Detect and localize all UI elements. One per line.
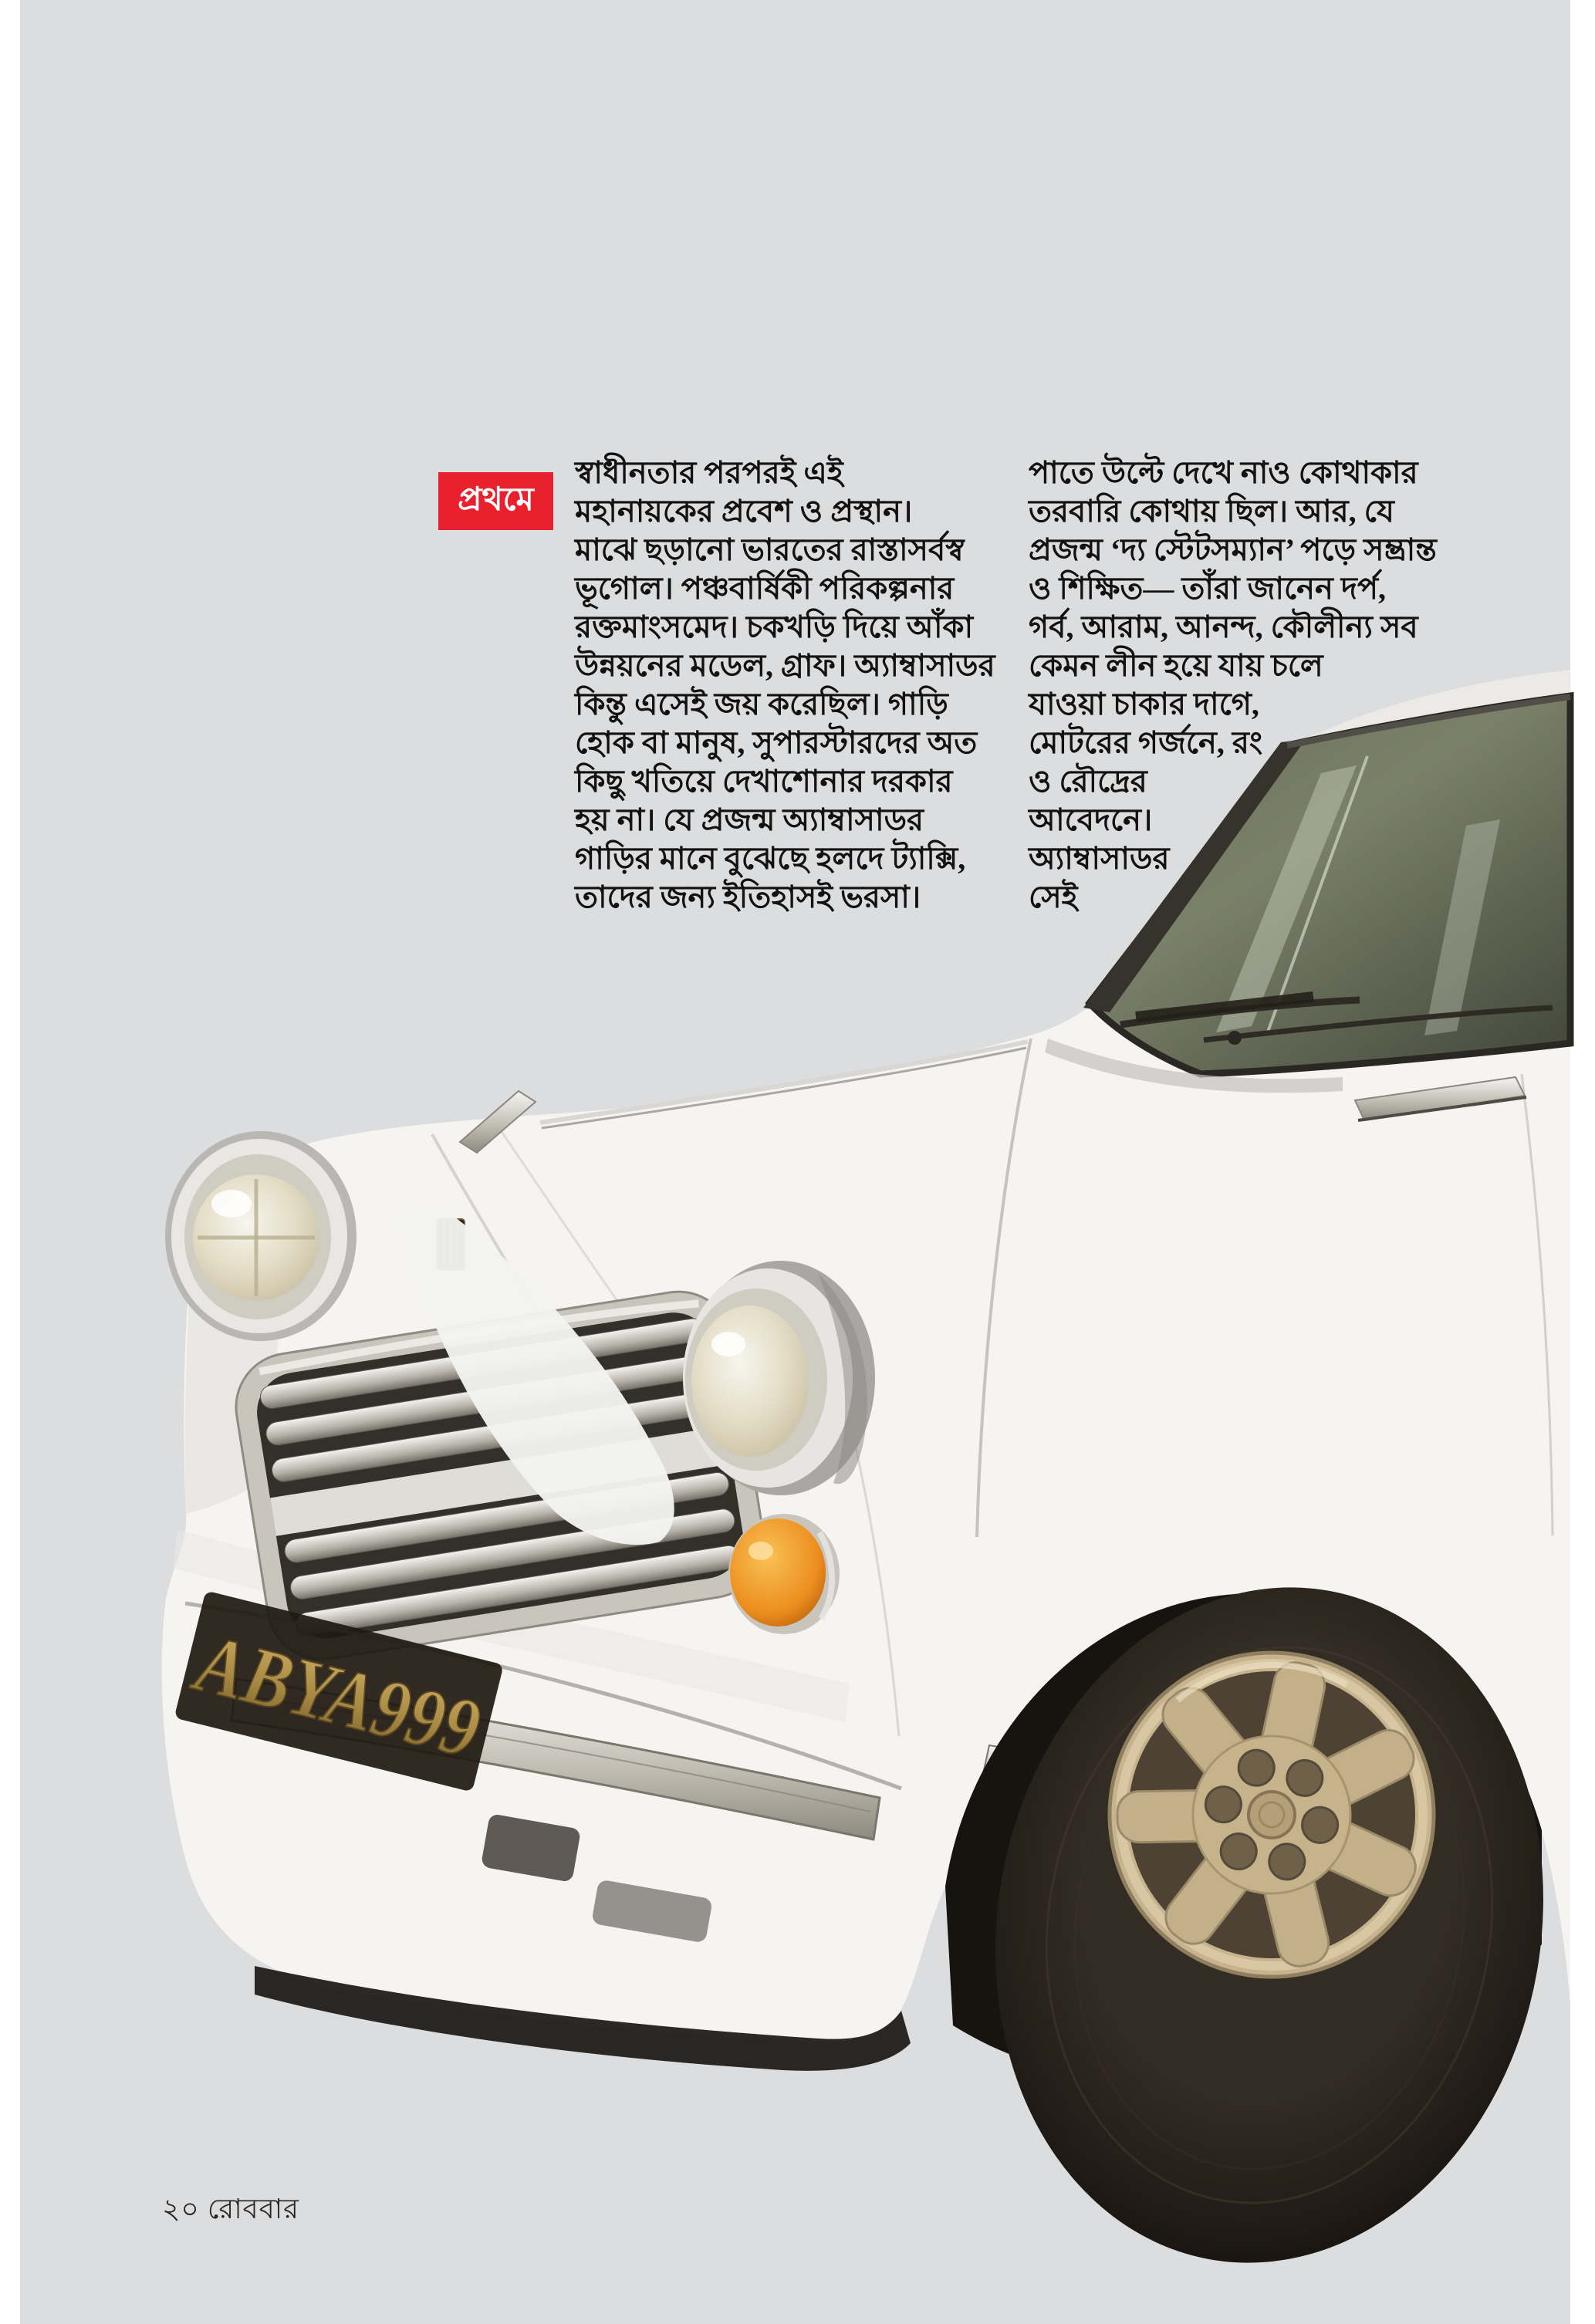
text-line: রক্তমাংসমেদ। চকখড়ি দিয়ে আঁকা bbox=[575, 610, 974, 644]
text-line: ও শিক্ষিত— তাঁরা জানেন দর্প, bbox=[1029, 571, 1387, 606]
text-line: অ্যাম্বাসাডর bbox=[1029, 841, 1170, 876]
kicker-label bbox=[438, 472, 553, 530]
text-line: মহানায়কের প্রবেশ ও প্রস্থান। bbox=[575, 494, 913, 529]
text-line: হোক বা মানুষ, সুপারস্টারদের অত bbox=[575, 725, 978, 760]
article-left-column bbox=[575, 454, 1022, 917]
text-line: স্বাধীনতার পরপরই এই bbox=[575, 455, 843, 490]
article-right-column bbox=[1029, 454, 1569, 917]
text-line: ভূগোল। পঞ্চবার্ষিকী পরিকল্পনার bbox=[575, 571, 955, 606]
text-line: যাওয়া চাকার দাগে, bbox=[1029, 687, 1259, 721]
text-line: গাড়ির মানে বুঝেছে হলদে ট্যাক্সি, bbox=[575, 841, 966, 876]
footer-page-number-and-title: ২০ রোববার bbox=[162, 2194, 299, 2224]
text-line: কেমন লীন হয়ে যায় চলে bbox=[1029, 648, 1323, 683]
text-line: মোটরের গর্জনে, রং bbox=[1029, 725, 1263, 760]
page-footer bbox=[162, 2188, 299, 2234]
right-headlight bbox=[683, 1261, 875, 1495]
left-headlight bbox=[165, 1131, 357, 1341]
kicker-text: প্রথমে bbox=[458, 482, 534, 518]
text-line: উন্নয়নের মডেল, গ্রাফ। অ্যাম্বাসাডর bbox=[575, 648, 995, 683]
text-line: মাঝে ছড়ানো ভারতের রাস্তাসর্বস্ব bbox=[575, 532, 965, 567]
text-line: কিছু খতিয়ে দেখাশোনার দরকার bbox=[575, 764, 953, 799]
text-line: পাতে উল্টে দেখে নাও কোথাকার bbox=[1029, 455, 1418, 490]
text-line: গর্ব, আরাম, আনন্দ, কৌলীন্য সব bbox=[1029, 610, 1418, 644]
text-line: তাদের জন্য ইতিহাসই ভরসা। bbox=[575, 880, 921, 914]
turn-indicator bbox=[728, 1514, 840, 1634]
text-line: সেই bbox=[1029, 880, 1078, 914]
license-plate-text: ABYA999 bbox=[188, 1616, 537, 1788]
text-line: আবেদনে। bbox=[1029, 802, 1153, 837]
text-line: হয় না। যে প্রজন্ম অ্যাম্বাসাডর bbox=[575, 802, 924, 837]
text-line: প্রজন্ম ‘দ্য স্টেটসম্যান’ পড়ে সম্ভ্রান্ত bbox=[1029, 532, 1437, 567]
text-line: ও রৌদ্রের bbox=[1029, 764, 1147, 799]
text-line: কিন্তু এসেই জয় করেছিল। গাড়ি bbox=[575, 687, 948, 721]
text-line: তরবারি কোথায় ছিল। আর, যে bbox=[1029, 494, 1394, 529]
